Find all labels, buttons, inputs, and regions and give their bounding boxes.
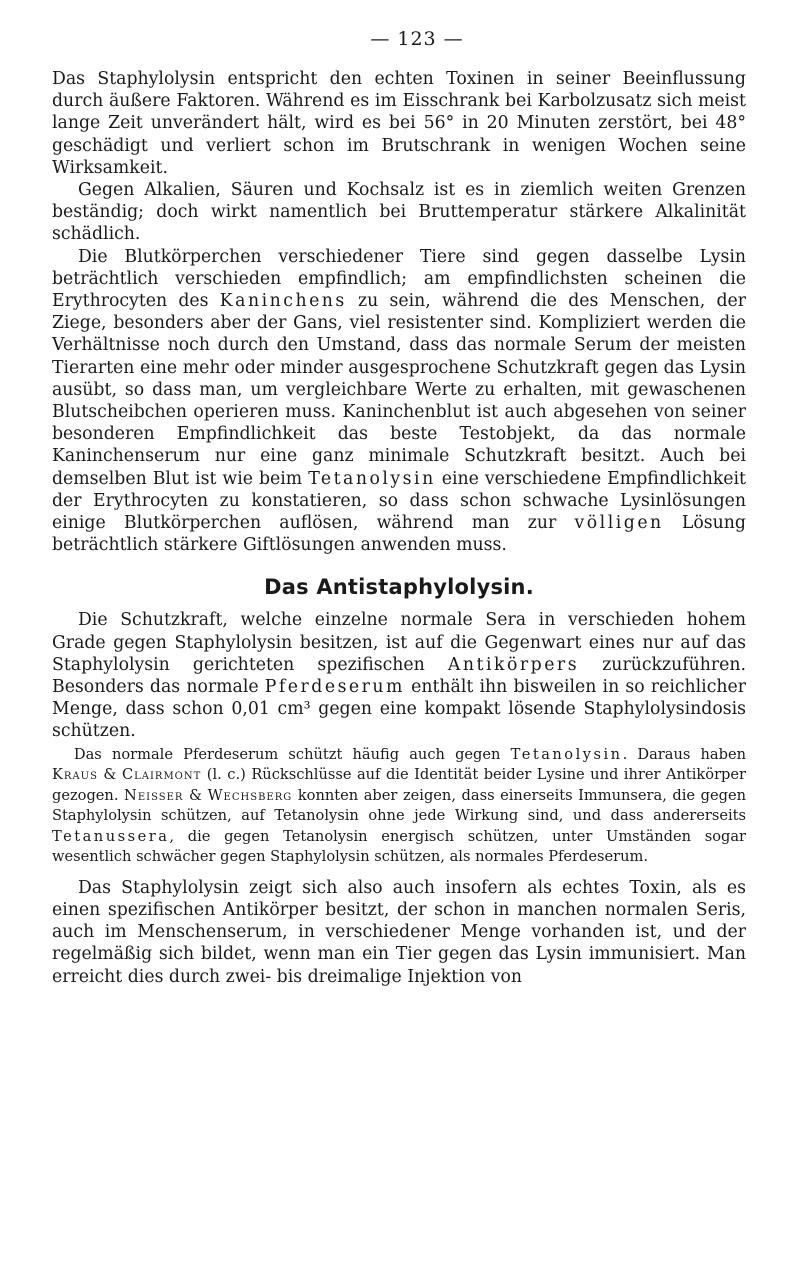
text-run: & — [183, 786, 208, 804]
paragraph-toxin-properties: Das Staphylolysin entspricht den echten Toxinen in seiner Beeinflussung durch äußere Faktoren. Während es im Eisschrank bei Karbolzusatz sich meist lange Zeit unverändert hält, wird es bei 56° in 20 Minuten zerstört, bei 48° geschädigt und verliert schon im Brutschrank in wenigen Wochen seine Wirksamkeit. — [52, 69, 746, 178]
emphasis-tetanolysin-2: Tetanolysin — [510, 745, 623, 763]
section-heading: Das Antistaphylolysin. — [264, 575, 534, 600]
emphasis-tetanolysin: Tetanolysin — [308, 468, 436, 489]
text-run: enthält ihn bisweilen in so reichlicher Menge, dass schon 0,01 cm³ gegen eine kompakt lösende Staphylolysindosis schützen. — [52, 677, 746, 742]
author-kraus: Kraus — [52, 766, 98, 784]
text-run: Die Schutzkraft, welche einzelne normale Sera in verschieden hohem Grade gegen Staphylolysin besitzen, ist auf die Gegenwart eines nur auf das Staphylolysin gerichteten spezifischen — [52, 610, 746, 675]
book-page — [52, 28, 746, 988]
text-run: Die Blutkörperchen verschiedener Tiere sind gegen dasselbe Lysin beträchtlich verschieden empfindlich; am empfindlichsten scheinen die Erythrocyten des — [52, 246, 746, 312]
text-run: Lösung beträchtlich stärkere Giftlösungen anwenden muss. — [52, 513, 746, 556]
page-number: — 123 — — [370, 28, 464, 50]
author-clairmont: Clairmont — [121, 766, 202, 784]
text-run: eine verschiedene Empfindlichkeit der Erythrocyten zu konstatieren, so dass schon schwache Lysinlösungen einige Blutkörperchen auflösen, während man zur — [52, 468, 747, 534]
text-run: , die gegen Tetanolysin energisch schützen, unter Umständen sogar wesentlich schwächer gegen Staphylolysin schützen, als normales Pferdeserum. — [52, 827, 746, 866]
spacer — [52, 868, 746, 877]
paragraph-blood-cell-sensitivity — [52, 246, 746, 557]
paragraph-antibody — [52, 609, 746, 742]
text-run: . Daraus haben — [622, 745, 746, 763]
emphasis-antikoerpers: Antikörpers — [447, 654, 580, 675]
emphasis-kaninchens: Kaninchens — [219, 291, 347, 312]
text-run: konnten aber zeigen, dass einerseits Immunsera, die gegen Staphylolysin schützen, auf Tetanolysin ohne jede Wirkung sind, und dass andererseits — [52, 786, 746, 825]
text-run: zurückzuführen. Besonders das normale — [52, 654, 746, 698]
paragraph-conclusion: Das Staphylolysin zeigt sich also auch insofern als echtes Toxin, als es einen spezifischen Antikörper besitzt, der schon in manchen normalen Seris, auch im Menschenserum, in verschiedener Menge vorhanden ist, und der regelmäßig sich bildet, wenn man ein Tier gegen das Lysin immunisiert. Man erreicht dies durch zwei- bis dreimalige Injektion von — [52, 877, 746, 987]
emphasis-tetanussera: Tetanussera — [52, 827, 170, 845]
text-run: zu sein, während die des Menschen, der Ziege, besonders aber der Gans, viel resistenter sind. Kompliziert werden die Verhältnisse noch durch den Umstand, dass das normale Serum der meisten Tierarten eine mehr oder minder ausgesprochene Schutzkraft gegen das Lysin ausübt, so dass man, um vergleichbare Werte zu erhalten, mit gewaschenen Blutscheibchen operieren muss. Kaninchenblut ist auch abgesehen von seiner besonderen Empfindlichkeit das beste Testobjekt, da das normale Kaninchenserum nur eine ganz minimale Schutzkraft besitzt. Auch bei demselben Blut ist wie beim — [52, 291, 746, 489]
emphasis-pferdeserum: Pferdeserum — [264, 677, 405, 698]
author-neisser: Neisser — [124, 786, 184, 804]
emphasis-voelligen: völligen — [574, 513, 664, 534]
text-run: & — [97, 766, 122, 784]
paragraph-alkali-resistance: Gegen Alkalien, Säuren und Kochsalz ist es in ziemlich weiten Grenzen beständig; doch wirkt namentlich bei Bruttemperatur stärkere Alkalinität schädlich. — [52, 180, 746, 245]
text-run: (l. c.) Rückschlüsse auf die Identität beider Lysine und ihrer Antikörper gezogen. — [52, 766, 746, 804]
text-run: Das normale Pferdeserum schützt häufig auch gegen — [73, 745, 511, 763]
author-wechsberg: Wechsberg — [207, 786, 293, 804]
paragraph-small-print-note — [52, 745, 746, 868]
